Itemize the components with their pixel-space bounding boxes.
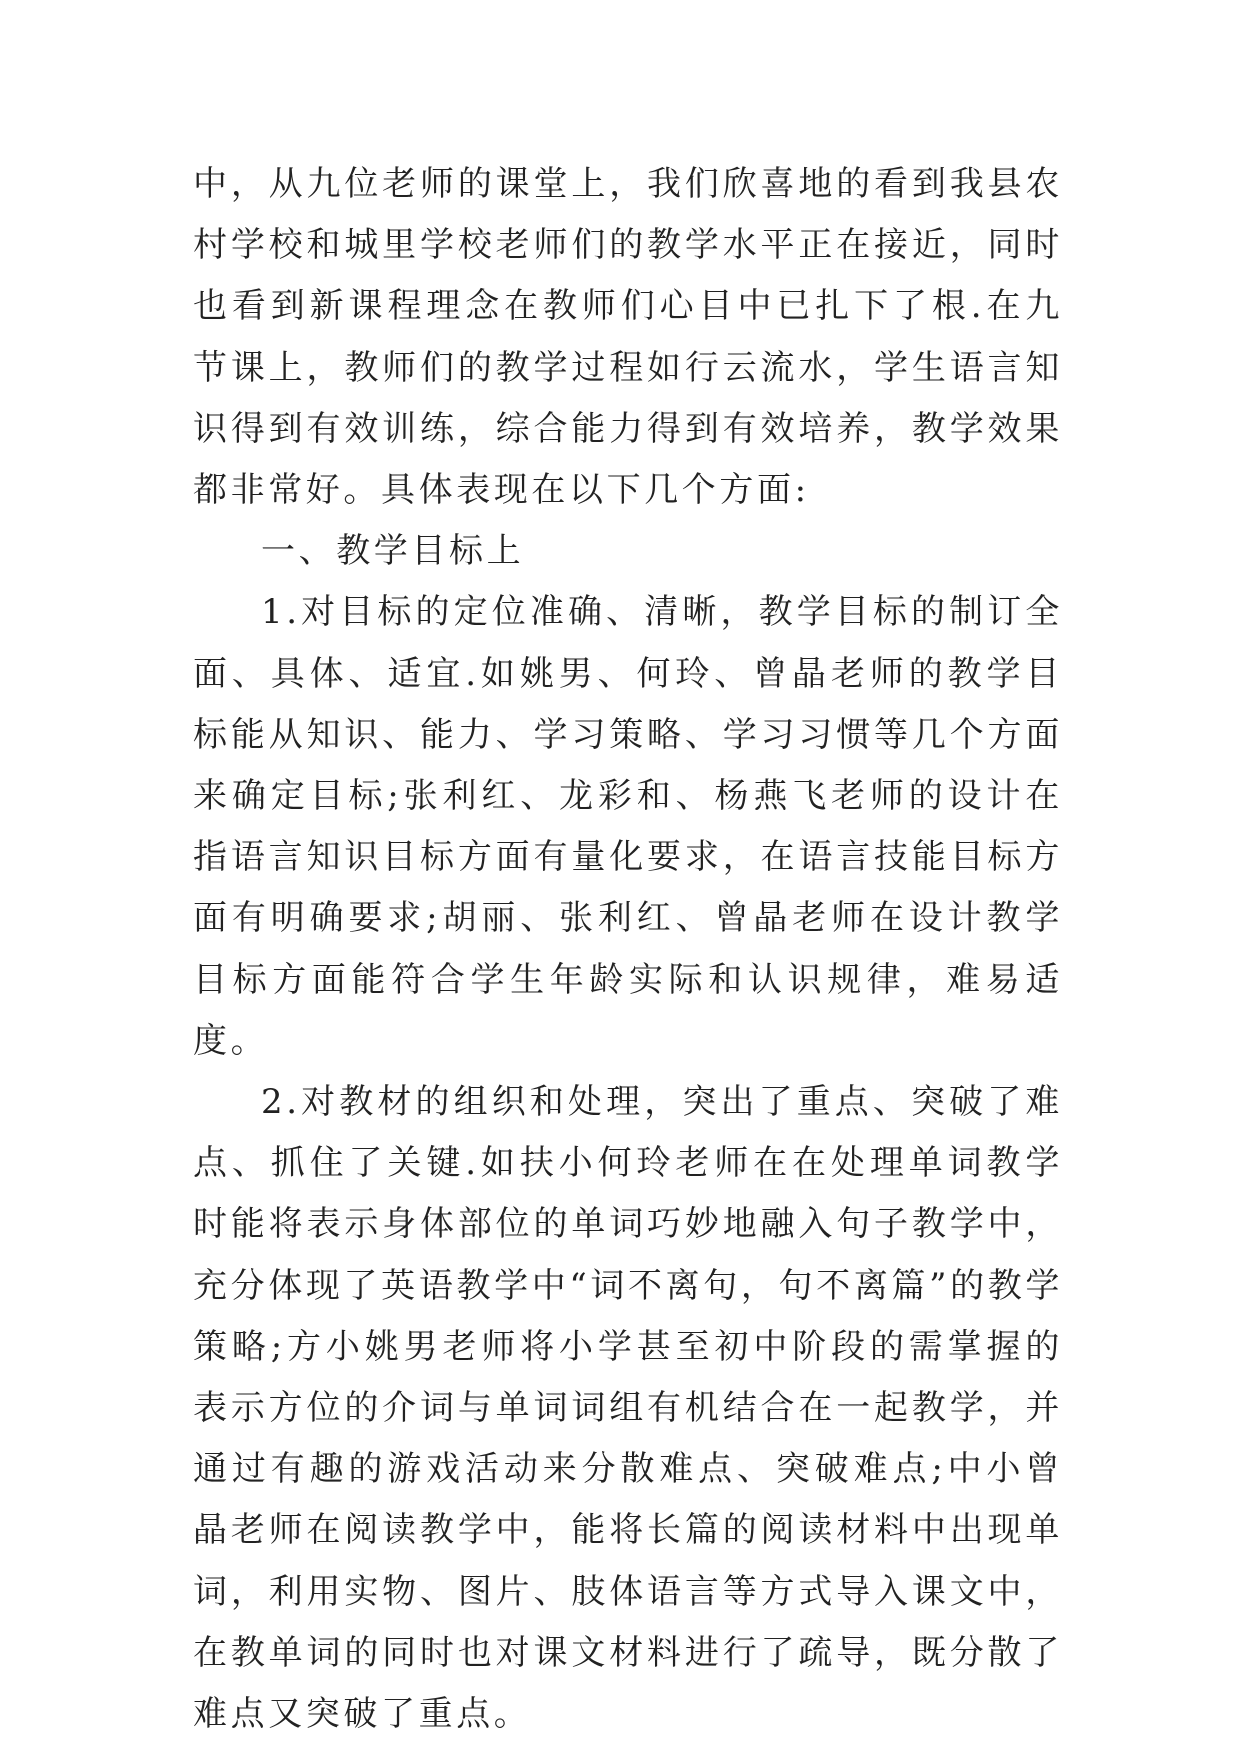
document-body [193, 154, 1063, 1745]
section-heading-teaching-goals: 一、教学目标上 [261, 531, 525, 572]
paragraph-point-1: 1.对目标的定位准确、清晰，教学目标的制订全面、具体、适宜.如姚男、何玲、曾晶老师的教学目标能从知识、能力、学习策略、学习习惯等几个方面来确定目标;张利红、龙彩和、杨燕飞老师的设计在指语言知识目标方面有量化要求，在语言技能目标方面有明确要求;胡丽、张利红、曾晶老师在设计教学目标方面能符合学生年龄实际和认识规律，难易适度。 [193, 592, 1063, 1061]
paragraph-point-2: 2.对教材的组织和处理，突出了重点、突破了难点、抓住了关键.如扶小何玲老师在在处理单词教学时能将表示身体部位的单词巧妙地融入句子教学中，充分体现了英语教学中“词不离句，句不离篇”的教学策略;方小姚男老师将小学甚至初中阶段的需掌握的表示方位的介词与单词词组有机结合在一起教学，并通过有趣的游戏活动来分散难点、突破难点;中小曾晶老师在阅读教学中，能将长篇的阅读材料中出现单词，利用实物、图片、肢体语言等方式导入课文中，在教单词的同时也对课文材料进行了疏导，既分散了难点又突破了重点。 [193, 1082, 1063, 1735]
paragraph-intro: 中，从九位老师的课堂上，我们欣喜地的看到我县农村学校和城里学校老师们的教学水平正在接近，同时也看到新课程理念在教师们心目中已扎下了根.在九节课上，教师们的教学过程如行云流水，学生语言知识得到有效训练，综合能力得到有效培养，教学效果都非常好。具体表现在以下几个方面: [193, 164, 1063, 511]
